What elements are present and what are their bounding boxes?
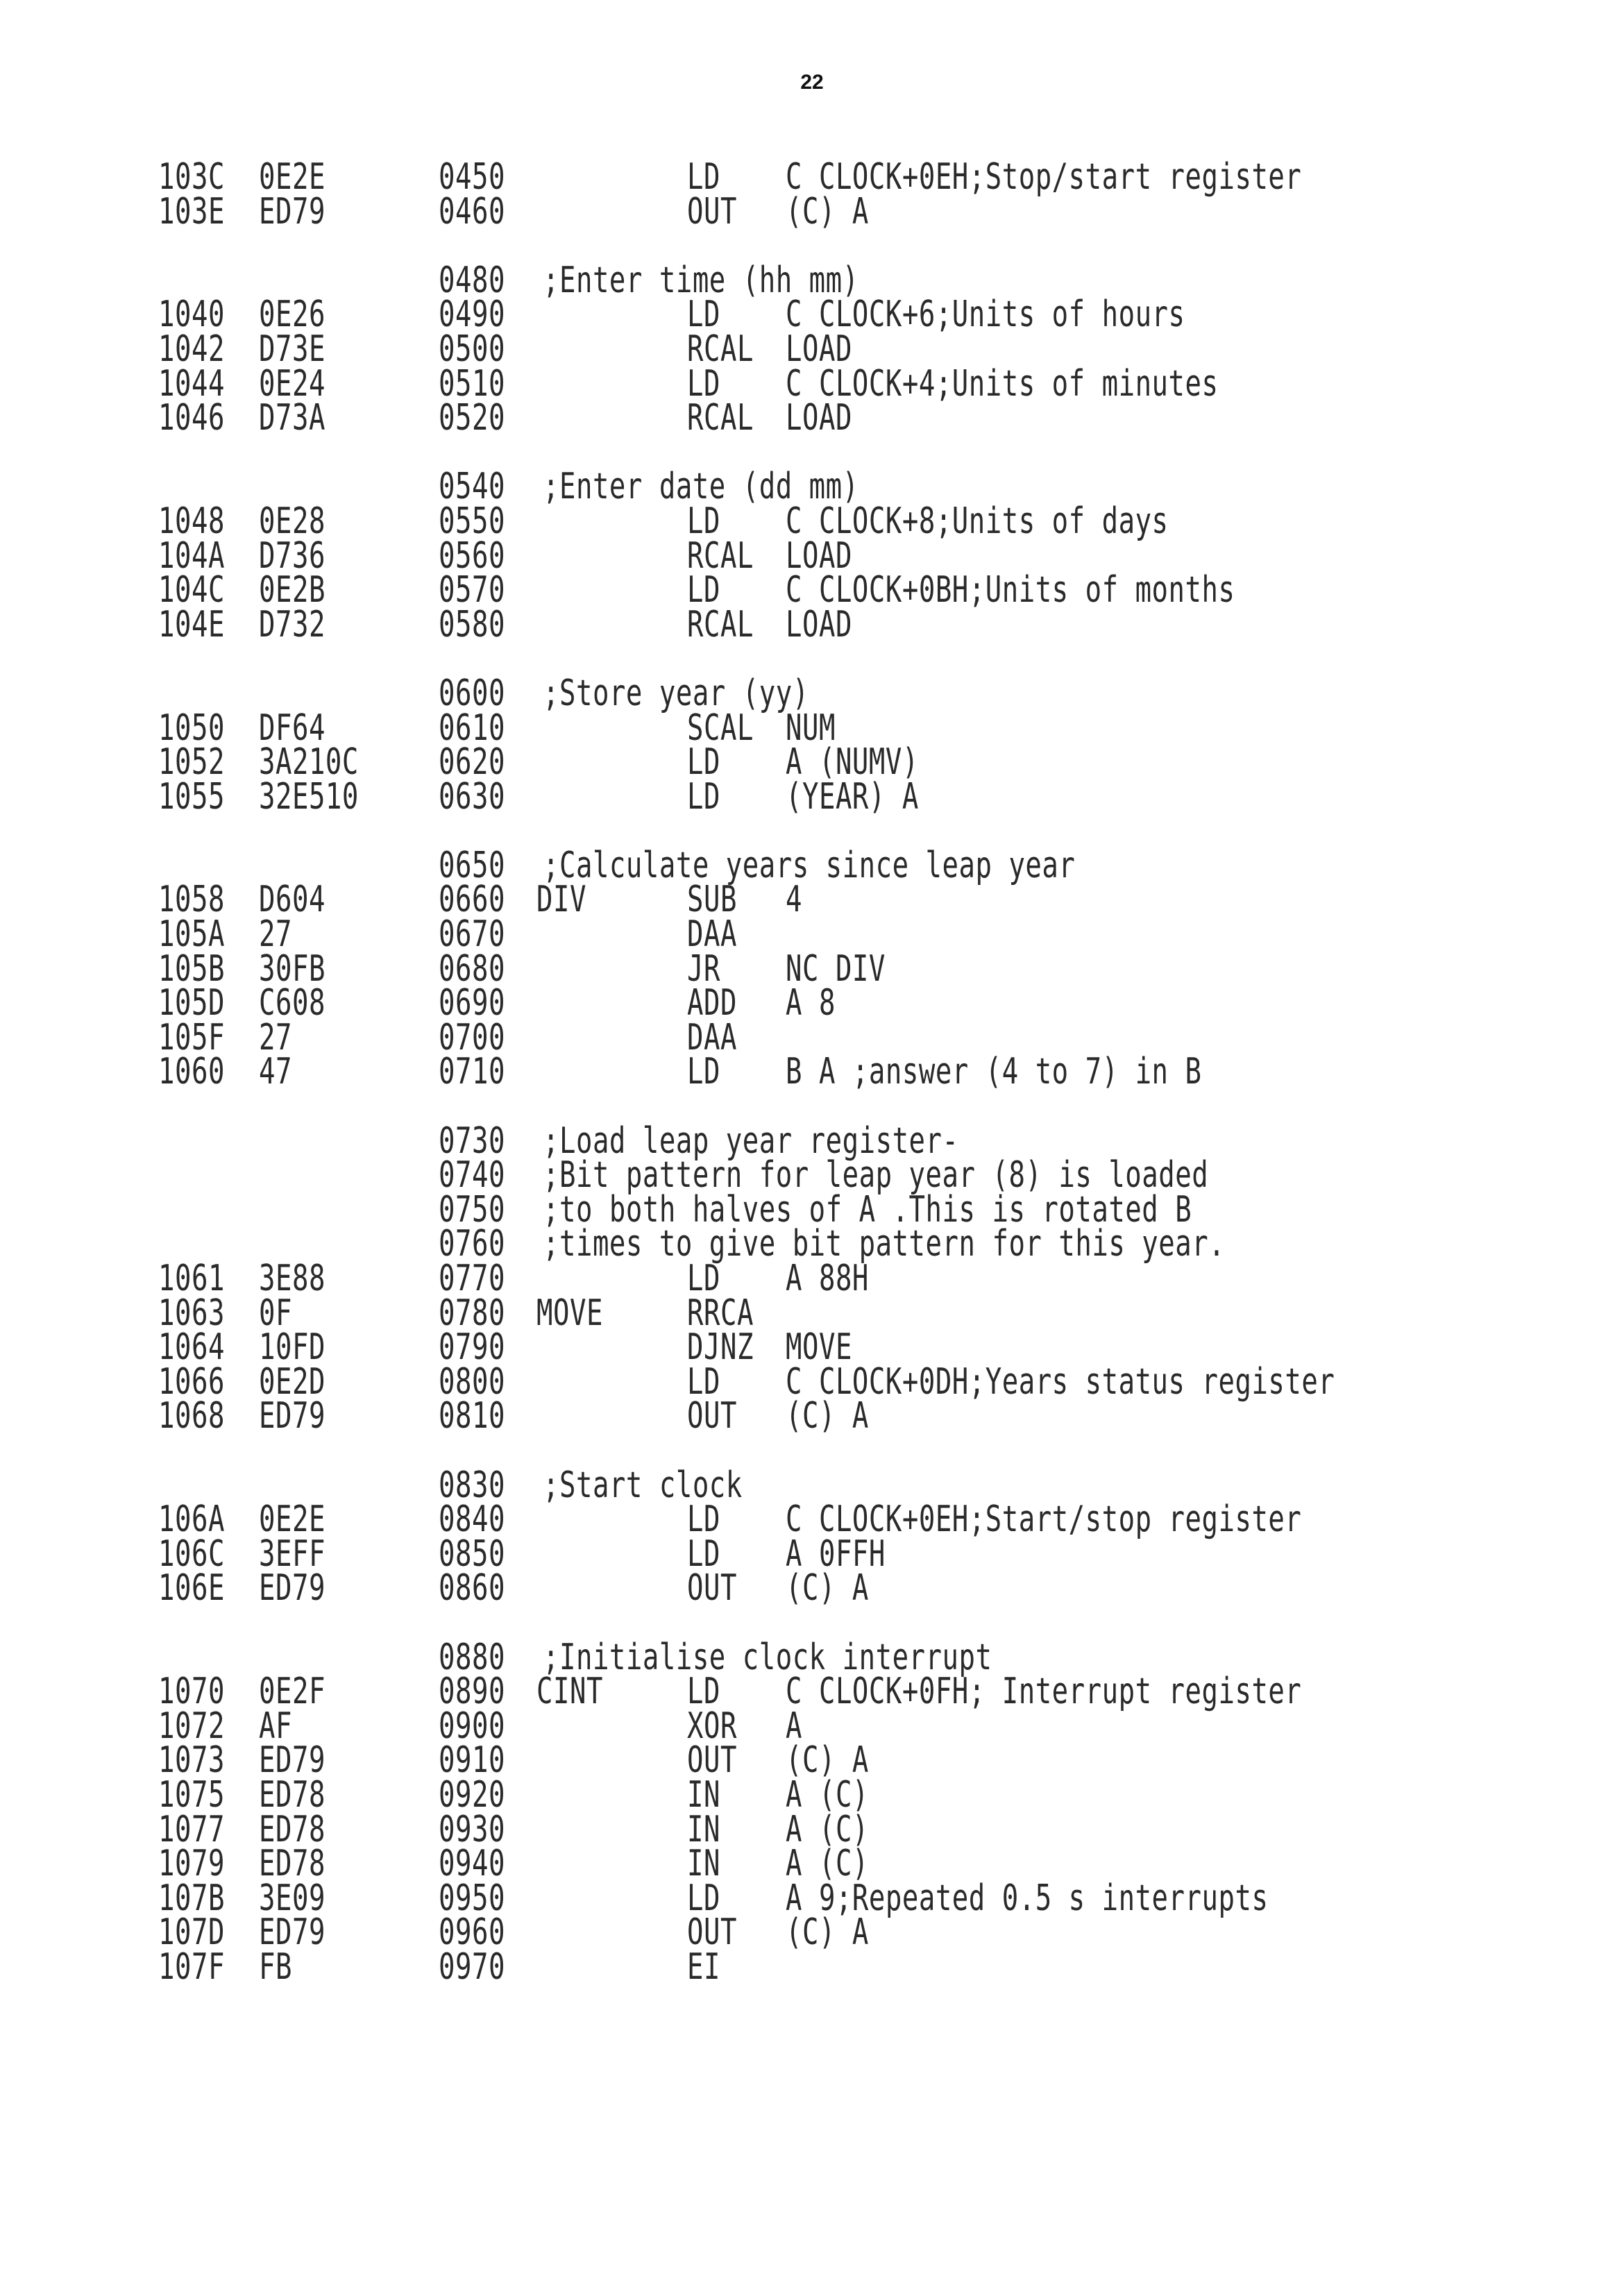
address: 106A — [158, 1499, 225, 1541]
code-line — [0, 329, 1624, 371]
code-line — [0, 1843, 1624, 1885]
address: 105F — [158, 1017, 225, 1059]
opcode: RRCA — [687, 1292, 754, 1335]
opcode: LD — [687, 1258, 720, 1300]
operand: C CLOCK+0EH;Stop/start register — [786, 157, 1302, 199]
machine-code: 27 — [259, 1017, 292, 1059]
operand: C CLOCK+0EH;Start/stop register — [786, 1499, 1302, 1541]
opcode: EI — [687, 1946, 720, 1989]
address: 1046 — [158, 398, 225, 439]
line-number: 0730 — [439, 1120, 505, 1163]
opcode: LD — [687, 1499, 720, 1541]
opcode: LD — [687, 570, 720, 611]
machine-code: D73E — [259, 329, 325, 371]
opcode: LD — [687, 1671, 720, 1713]
operand: 4 — [786, 879, 802, 921]
line-number: 0610 — [439, 707, 505, 749]
line-number: 0920 — [439, 1774, 505, 1816]
line-number: 0970 — [439, 1946, 505, 1989]
comment-line — [0, 466, 1624, 508]
code-line — [0, 1809, 1624, 1850]
operand: NUM — [786, 707, 836, 749]
operand: A 88H — [786, 1258, 869, 1300]
code-line — [0, 570, 1624, 611]
operand: A (C) — [786, 1809, 869, 1850]
line-number: 0950 — [439, 1877, 505, 1920]
operand: C CLOCK+8;Units of days — [786, 500, 1169, 543]
opcode: IN — [687, 1774, 720, 1816]
code-line — [0, 1568, 1624, 1610]
machine-code: 0E2E — [259, 1499, 325, 1541]
comment-line — [0, 845, 1624, 887]
address: 104C — [158, 570, 225, 611]
address: 1063 — [158, 1292, 225, 1335]
operand: A (NUMV) — [786, 742, 919, 784]
line-number: 0700 — [439, 1017, 505, 1059]
address: 1073 — [158, 1740, 225, 1782]
assembly-listing — [0, 157, 1624, 1989]
machine-code: 0E2E — [259, 157, 325, 199]
line-number: 0680 — [439, 948, 505, 990]
machine-code: 47 — [259, 1052, 292, 1093]
address: 103E — [158, 191, 225, 233]
code-line — [0, 1774, 1624, 1816]
comment-line — [0, 1464, 1624, 1507]
address: 105D — [158, 983, 225, 1024]
line-number: 0490 — [439, 294, 505, 336]
address: 1077 — [158, 1809, 225, 1850]
opcode: OUT — [687, 1396, 737, 1437]
line-number: 0810 — [439, 1396, 505, 1437]
blank-line — [0, 1089, 1624, 1124]
comment-text: ;Store year (yy) — [543, 673, 809, 715]
label: CINT — [536, 1671, 603, 1713]
operand: A — [786, 1705, 802, 1748]
line-number: 0600 — [439, 673, 505, 715]
address: 1044 — [158, 363, 225, 405]
opcode: RCAL — [687, 604, 754, 646]
line-number: 0570 — [439, 570, 505, 611]
opcode: OUT — [687, 191, 737, 233]
line-number: 0560 — [439, 535, 505, 577]
comment-line — [0, 1155, 1624, 1197]
blank-line — [0, 1605, 1624, 1640]
machine-code: DF64 — [259, 707, 325, 749]
machine-code: D604 — [259, 879, 325, 921]
address: 1064 — [158, 1327, 225, 1369]
line-number: 0670 — [439, 914, 505, 956]
opcode: LD — [687, 1533, 720, 1576]
address: 105B — [158, 948, 225, 990]
opcode: RCAL — [687, 535, 754, 577]
machine-code: 0E24 — [259, 363, 325, 405]
code-line — [0, 1361, 1624, 1403]
blank-line — [0, 1433, 1624, 1468]
operand: LOAD — [786, 398, 852, 439]
machine-code: ED78 — [259, 1774, 325, 1816]
line-number: 0770 — [439, 1258, 505, 1300]
code-line — [0, 983, 1624, 1024]
comment-line — [0, 673, 1624, 715]
machine-code: 27 — [259, 914, 292, 956]
opcode: SUB — [687, 879, 737, 921]
line-number: 0840 — [439, 1499, 505, 1541]
opcode: IN — [687, 1843, 720, 1885]
line-number: 0650 — [439, 845, 505, 887]
address: 1070 — [158, 1671, 225, 1713]
comment-text: ;Enter date (dd mm) — [543, 466, 859, 508]
code-line — [0, 1877, 1624, 1920]
address: 1055 — [158, 776, 225, 818]
machine-code: 0E2D — [259, 1361, 325, 1403]
comment-text: ;Start clock — [543, 1464, 743, 1507]
line-number: 0710 — [439, 1052, 505, 1093]
line-number: 0800 — [439, 1361, 505, 1403]
code-line — [0, 1499, 1624, 1541]
comment-text: ;Enter time (hh mm) — [543, 260, 859, 302]
operand: A 8 — [786, 983, 836, 1024]
address: 1050 — [158, 707, 225, 749]
label: DIV — [536, 879, 586, 921]
opcode: LD — [687, 294, 720, 336]
line-number: 0910 — [439, 1740, 505, 1782]
opcode: LD — [687, 1877, 720, 1920]
operand: C CLOCK+0DH;Years status register — [786, 1361, 1335, 1403]
line-number: 0850 — [439, 1533, 505, 1576]
operand: LOAD — [786, 329, 852, 371]
operand: C CLOCK+6;Units of hours — [786, 294, 1185, 336]
code-line — [0, 191, 1624, 233]
machine-code: ED78 — [259, 1843, 325, 1885]
page-number: 22 — [800, 71, 824, 94]
comment-line — [0, 1224, 1624, 1265]
blank-line — [0, 228, 1624, 263]
code-line — [0, 1327, 1624, 1369]
label: MOVE — [536, 1292, 603, 1335]
operand: B A ;answer (4 to 7) in B — [786, 1052, 1202, 1093]
code-line — [0, 1258, 1624, 1300]
machine-code: 3E09 — [259, 1877, 325, 1920]
opcode: JR — [687, 948, 720, 990]
operand: C CLOCK+0FH; Interrupt register — [786, 1671, 1302, 1713]
code-line — [0, 1533, 1624, 1576]
code-line — [0, 914, 1624, 956]
address: 107D — [158, 1912, 225, 1954]
opcode: LD — [687, 500, 720, 543]
line-number: 0890 — [439, 1671, 505, 1713]
comment-line — [0, 1189, 1624, 1231]
operand: (C) A — [786, 191, 869, 233]
operand: C CLOCK+4;Units of minutes — [786, 363, 1219, 405]
opcode: DAA — [687, 914, 737, 956]
address: 107F — [158, 1946, 225, 1989]
machine-code: D73A — [259, 398, 325, 439]
opcode: SCAL — [687, 707, 754, 749]
machine-code: 3A210C — [259, 742, 359, 784]
machine-code: 3E88 — [259, 1258, 325, 1300]
line-number: 0900 — [439, 1705, 505, 1748]
line-number: 0960 — [439, 1912, 505, 1954]
comment-text: ;Load leap year register- — [543, 1120, 959, 1163]
machine-code: C608 — [259, 983, 325, 1024]
opcode: XOR — [687, 1705, 737, 1748]
line-number: 0740 — [439, 1155, 505, 1197]
address: 1048 — [158, 500, 225, 543]
line-number: 0620 — [439, 742, 505, 784]
operand: NC DIV — [786, 948, 886, 990]
machine-code: ED79 — [259, 191, 325, 233]
line-number: 0460 — [439, 191, 505, 233]
line-number: 0550 — [439, 500, 505, 543]
address: 1075 — [158, 1774, 225, 1816]
comment-line — [0, 1120, 1624, 1163]
opcode: ADD — [687, 983, 737, 1024]
machine-code: D732 — [259, 604, 325, 646]
code-line — [0, 776, 1624, 818]
line-number: 0520 — [439, 398, 505, 439]
address: 1040 — [158, 294, 225, 336]
machine-code: ED79 — [259, 1912, 325, 1954]
code-line — [0, 1292, 1624, 1335]
operand: MOVE — [786, 1327, 852, 1369]
operand: (C) A — [786, 1912, 869, 1954]
operand: (C) A — [786, 1396, 869, 1437]
machine-code: ED78 — [259, 1809, 325, 1850]
operand: C CLOCK+0BH;Units of months — [786, 570, 1235, 611]
code-line — [0, 1671, 1624, 1713]
address: 1061 — [158, 1258, 225, 1300]
address: 1052 — [158, 742, 225, 784]
opcode: IN — [687, 1809, 720, 1850]
code-line — [0, 500, 1624, 543]
line-number: 0880 — [439, 1637, 505, 1678]
address: 106E — [158, 1568, 225, 1610]
blank-line — [0, 813, 1624, 848]
comment-text: ;times to give bit pattern for this year. — [543, 1224, 1226, 1265]
machine-code: 0F — [259, 1292, 292, 1335]
address: 107B — [158, 1877, 225, 1920]
machine-code: 0E2B — [259, 570, 325, 611]
opcode: DJNZ — [687, 1327, 754, 1369]
opcode: OUT — [687, 1568, 737, 1610]
address: 1060 — [158, 1052, 225, 1093]
opcode: LD — [687, 742, 720, 784]
address: 106C — [158, 1533, 225, 1576]
comment-text: ;to both halves of A .This is rotated B — [543, 1189, 1192, 1231]
code-line — [0, 948, 1624, 990]
code-line — [0, 1052, 1624, 1093]
operand: A (C) — [786, 1843, 869, 1885]
line-number: 0690 — [439, 983, 505, 1024]
opcode: OUT — [687, 1740, 737, 1782]
code-line — [0, 1946, 1624, 1989]
blank-line — [0, 435, 1624, 470]
line-number: 0750 — [439, 1189, 505, 1231]
machine-code: 30FB — [259, 948, 325, 990]
opcode: LD — [687, 1361, 720, 1403]
operand: A 9;Repeated 0.5 s interrupts — [786, 1877, 1269, 1920]
line-number: 0830 — [439, 1464, 505, 1507]
opcode: LD — [687, 776, 720, 818]
opcode: DAA — [687, 1017, 737, 1059]
line-number: 0940 — [439, 1843, 505, 1885]
code-line — [0, 604, 1624, 646]
machine-code: FB — [259, 1946, 292, 1989]
code-line — [0, 1017, 1624, 1059]
code-line — [0, 742, 1624, 784]
line-number: 0480 — [439, 260, 505, 302]
line-number: 0860 — [439, 1568, 505, 1610]
machine-code: ED79 — [259, 1740, 325, 1782]
comment-line — [0, 260, 1624, 302]
line-number: 0780 — [439, 1292, 505, 1335]
address: 104A — [158, 535, 225, 577]
line-number: 0500 — [439, 329, 505, 371]
operand: A (C) — [786, 1774, 869, 1816]
operand: LOAD — [786, 604, 852, 646]
address: 1058 — [158, 879, 225, 921]
code-line — [0, 294, 1624, 336]
opcode: RCAL — [687, 329, 754, 371]
code-line — [0, 535, 1624, 577]
line-number: 0540 — [439, 466, 505, 508]
line-number: 0580 — [439, 604, 505, 646]
blank-line — [0, 641, 1624, 676]
address: 104E — [158, 604, 225, 646]
comment-text: ;Bit pattern for leap year (8) is loaded — [543, 1155, 1209, 1197]
code-line — [0, 157, 1624, 199]
code-line — [0, 1396, 1624, 1437]
code-line — [0, 1705, 1624, 1748]
code-line — [0, 1912, 1624, 1954]
operand: A 0FFH — [786, 1533, 886, 1576]
opcode: LD — [687, 157, 720, 199]
machine-code: 3EFF — [259, 1533, 325, 1576]
machine-code: 0E28 — [259, 500, 325, 543]
line-number: 0630 — [439, 776, 505, 818]
line-number: 0930 — [439, 1809, 505, 1850]
address: 1066 — [158, 1361, 225, 1403]
machine-code: ED79 — [259, 1568, 325, 1610]
address: 1079 — [158, 1843, 225, 1885]
line-number: 0790 — [439, 1327, 505, 1369]
operand: (C) A — [786, 1568, 869, 1610]
opcode: RCAL — [687, 398, 754, 439]
line-number: 0510 — [439, 363, 505, 405]
comment-text: ;Initialise clock interrupt — [543, 1637, 992, 1678]
line-number: 0450 — [439, 157, 505, 199]
operand: (YEAR) A — [786, 776, 919, 818]
operand: (C) A — [786, 1740, 869, 1782]
machine-code: 10FD — [259, 1327, 325, 1369]
comment-line — [0, 1637, 1624, 1678]
operand: LOAD — [786, 535, 852, 577]
machine-code: 0E26 — [259, 294, 325, 336]
address: 1072 — [158, 1705, 225, 1748]
address: 1042 — [158, 329, 225, 371]
code-line — [0, 1740, 1624, 1782]
code-line — [0, 363, 1624, 405]
code-line — [0, 879, 1624, 921]
comment-text: ;Calculate years since leap year — [543, 845, 1076, 887]
machine-code: 0E2F — [259, 1671, 325, 1713]
opcode: OUT — [687, 1912, 737, 1954]
machine-code: ED79 — [259, 1396, 325, 1437]
code-line — [0, 707, 1624, 749]
machine-code: AF — [259, 1705, 292, 1748]
address: 103C — [158, 157, 225, 199]
opcode: LD — [687, 1052, 720, 1093]
line-number: 0660 — [439, 879, 505, 921]
machine-code: 32E510 — [259, 776, 359, 818]
machine-code: D736 — [259, 535, 325, 577]
code-line — [0, 398, 1624, 439]
address: 105A — [158, 914, 225, 956]
opcode: LD — [687, 363, 720, 405]
address: 1068 — [158, 1396, 225, 1437]
line-number: 0760 — [439, 1224, 505, 1265]
